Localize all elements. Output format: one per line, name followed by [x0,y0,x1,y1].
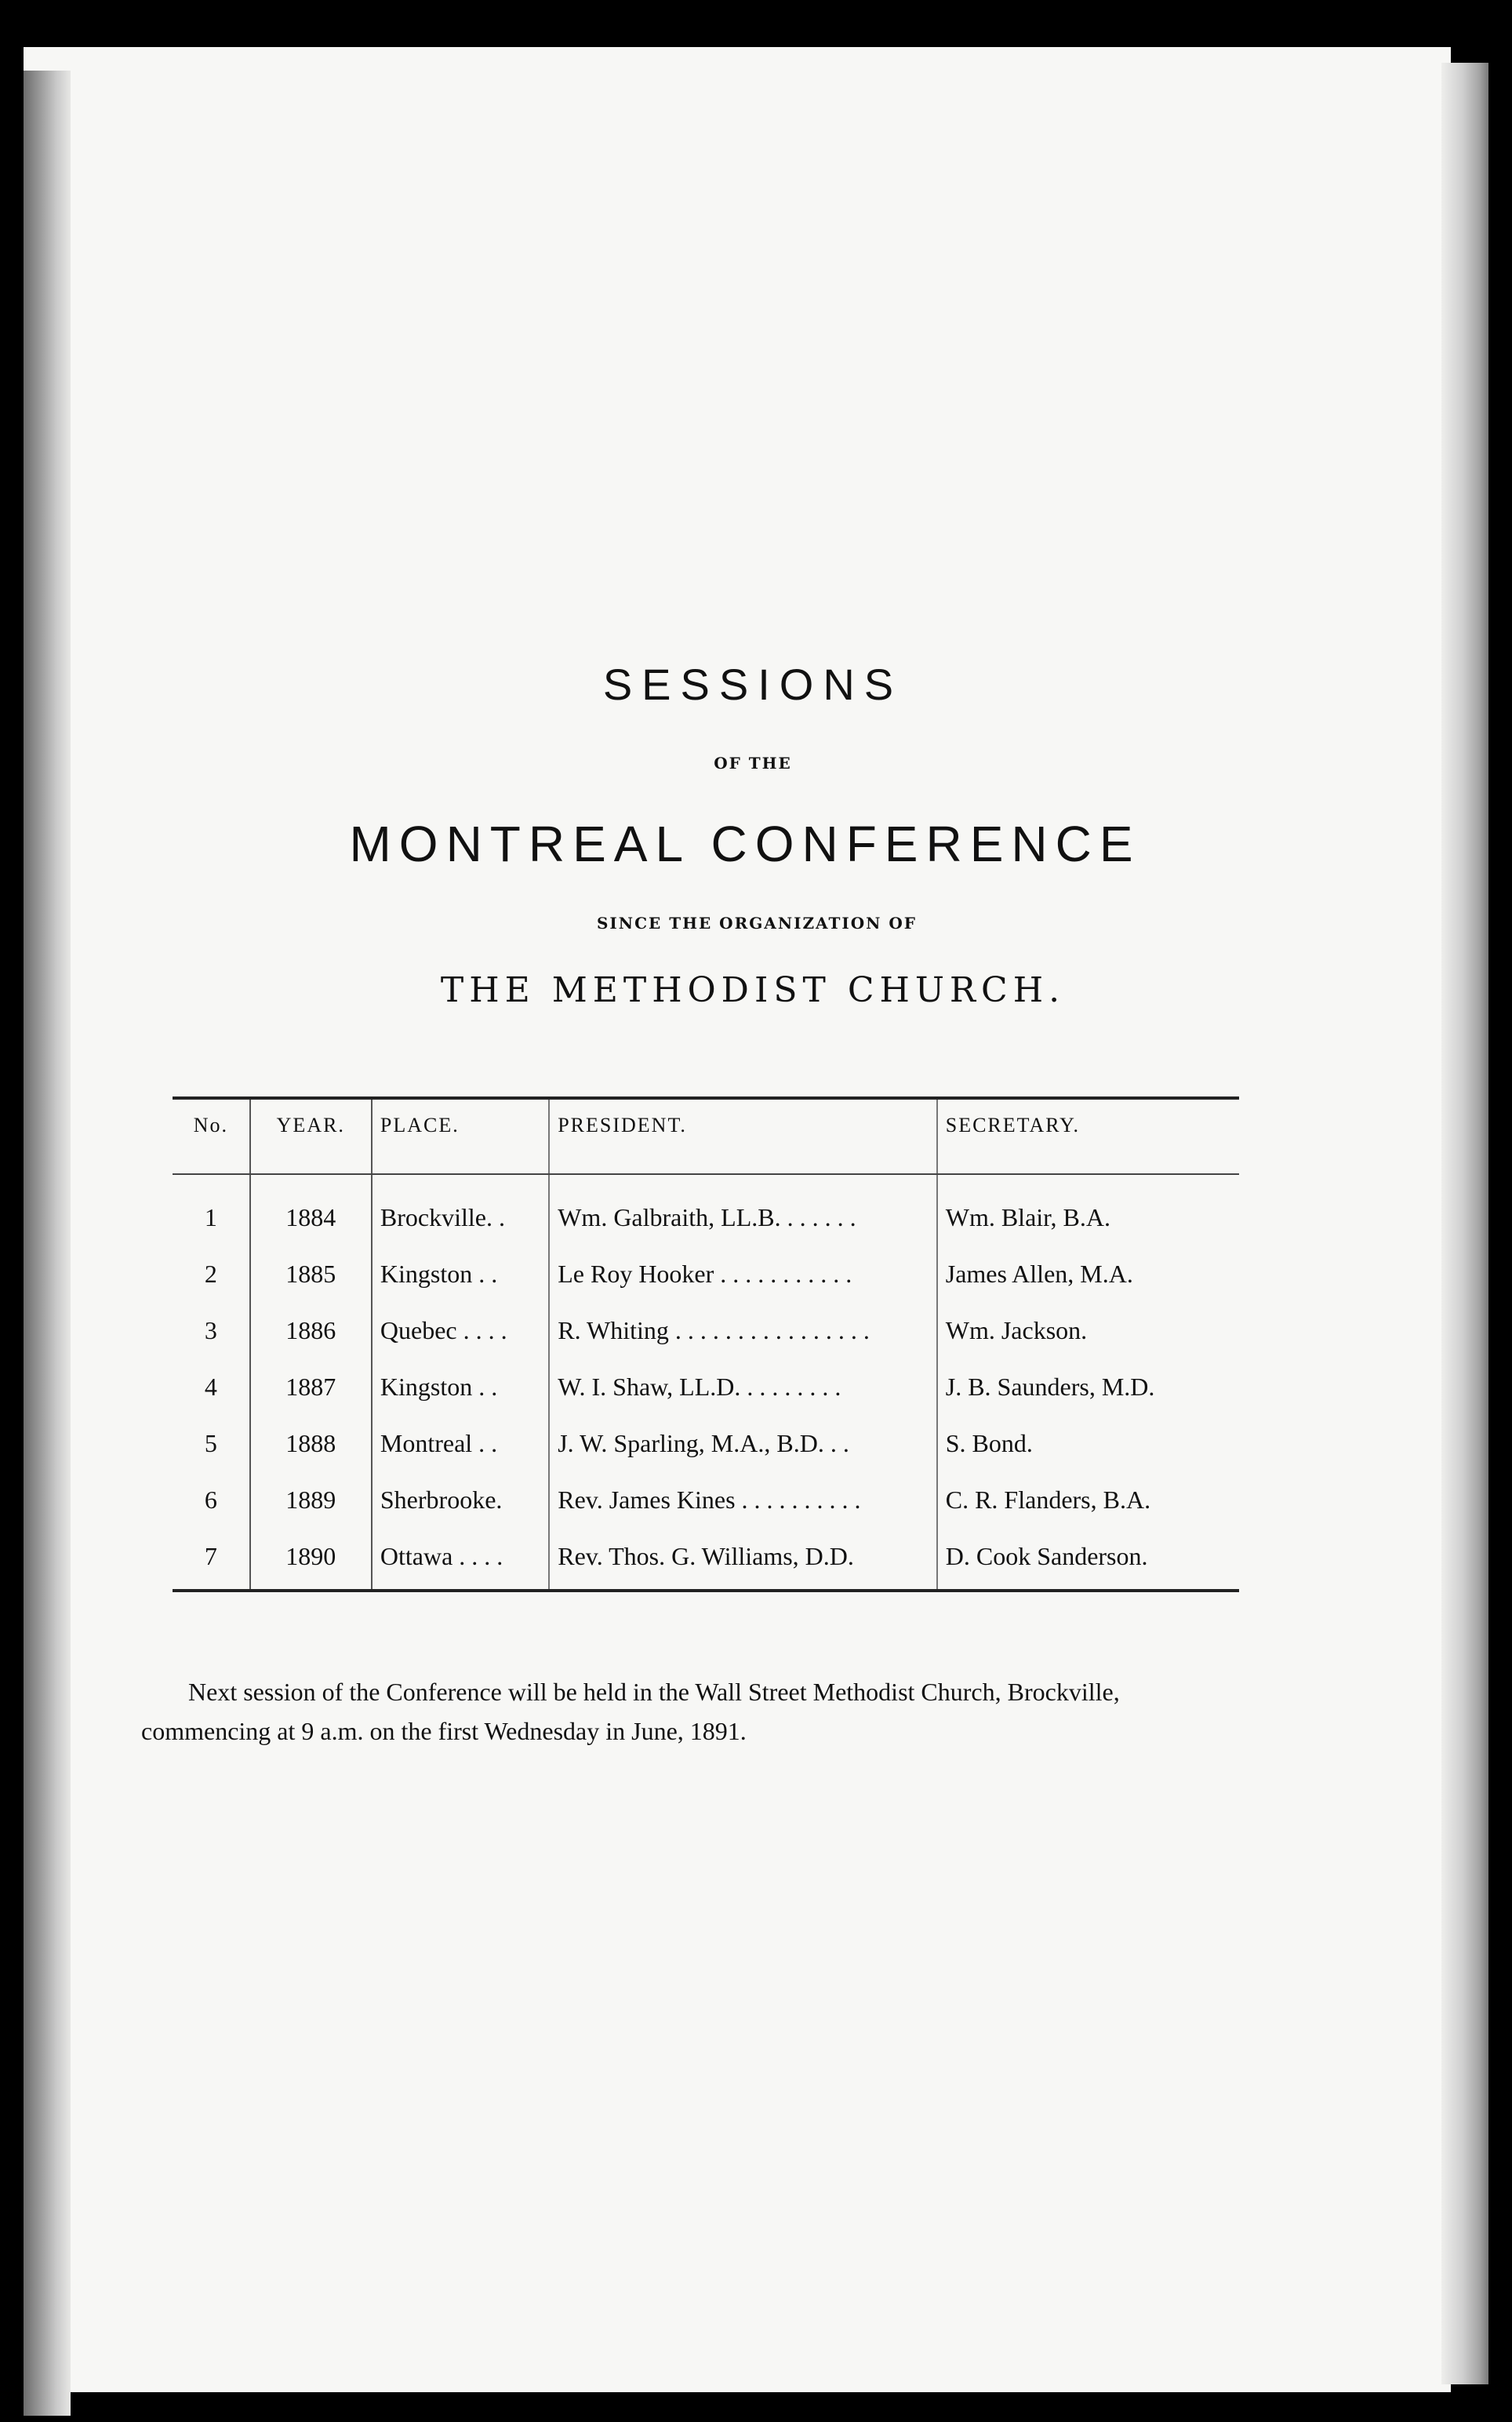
cell-year: 1888 [250,1415,372,1471]
cell-no: 7 [173,1528,250,1591]
cell-place: Ottawa . . . . [380,1541,503,1570]
table-row [173,1415,1239,1471]
cell-president: Le Roy Hooker . . . . . . . . . . . [549,1246,937,1302]
heading-block [141,643,1223,1010]
cell-year: 1890 [250,1528,372,1591]
table-header-row [173,1098,1239,1174]
title-since: SINCE THE ORGANIZATION OF [596,914,918,933]
cell-year: 1884 [250,1174,372,1246]
cell-president: Wm. Galbraith, LL.B. . . . . . . [549,1174,937,1246]
cell-president: W. I. Shaw, LL.D. . . . . . . . . [549,1358,937,1415]
page-gutter-left [24,71,71,2416]
cell-secretary: Wm. Jackson. [937,1302,1239,1358]
cell-year: 1889 [250,1471,372,1528]
title-conference: MONTREAL CONFERENCE [349,816,1141,872]
cell-place: Kingston . . [380,1259,498,1288]
cell-secretary: J. B. Saunders, M.D. [937,1358,1239,1415]
cell-no: 3 [173,1302,250,1358]
page-edge-right [1441,63,1488,2384]
header-president: PRESIDENT. [549,1098,937,1174]
cell-secretary: James Allen, M.A. [937,1246,1239,1302]
table-rule [173,1591,1239,1598]
table-row [173,1471,1239,1528]
table-bottom-rule [173,1591,1239,1598]
table-row [173,1358,1239,1415]
header-place: PLACE. [372,1098,549,1174]
sessions-table [173,1096,1239,1598]
cell-no: 2 [173,1246,250,1302]
header-year: YEAR. [250,1098,372,1174]
table-row [173,1528,1239,1591]
cell-year: 1885 [250,1246,372,1302]
header-secretary: SECRETARY. [937,1098,1239,1174]
cell-year: 1887 [250,1358,372,1415]
title-sessions: SESSIONS [602,660,903,709]
cell-no: 1 [173,1174,250,1246]
cell-president: Rev. James Kines . . . . . . . . . . [549,1471,937,1528]
title-of-the: OF THE [714,754,792,773]
cell-secretary: Wm. Blair, B.A. [937,1174,1239,1246]
cell-secretary: C. R. Flanders, B.A. [937,1471,1239,1528]
title-church: THE METHODIST CHURCH. [440,970,1066,1010]
header-no: No. [173,1098,250,1174]
cell-no: 5 [173,1415,250,1471]
cell-place: Brockville. . [380,1202,505,1231]
table-row [173,1174,1239,1246]
cell-place: Quebec . . . . [380,1315,507,1344]
cell-no: 6 [173,1471,250,1528]
cell-president: R. Whiting . . . . . . . . . . . . . . . . [549,1302,937,1358]
cell-secretary: D. Cook Sanderson. [937,1528,1239,1591]
table-row [173,1302,1239,1358]
cell-president: Rev. Thos. G. Williams, D.D. [549,1528,937,1591]
scan-border-right [1488,0,1512,2422]
cell-place: Kingston . . [380,1372,498,1401]
cell-no: 4 [173,1358,250,1415]
cell-president: J. W. Sparling, M.A., B.D. . . [549,1415,937,1471]
table-row [173,1246,1239,1302]
cell-year: 1886 [250,1302,372,1358]
cell-place: Montreal . . [380,1428,498,1457]
cell-place: Sherbrooke. [380,1485,503,1514]
cell-secretary: S. Bond. [937,1415,1239,1471]
next-session-note: Next session of the Conference will be held in the Wall Street Methodist Church, Brockville, commencing at 9 a.m. on the first Wednesday in June, 1891. [141,1678,1120,1745]
